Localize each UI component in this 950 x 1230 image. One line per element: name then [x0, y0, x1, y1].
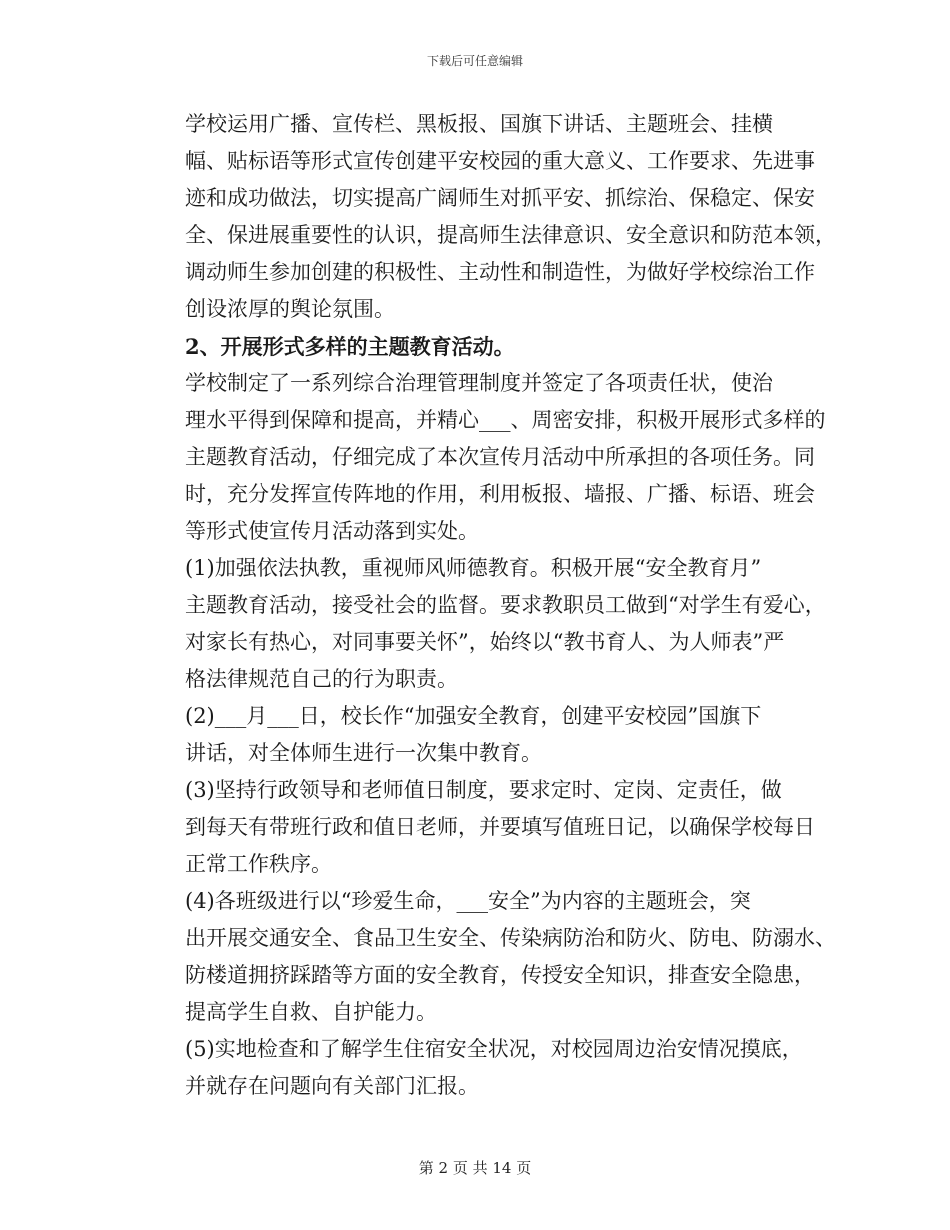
text-line: 学校制定了一系列综合治理管理制度并签定了各项责任状，使治 [185, 371, 773, 395]
heading-text: 2、开展形式多样的主题教育活动。 [185, 334, 515, 359]
text-line: 学校运用广播、宣传栏、黑板报、国旗下讲话、主题班会、挂横 [185, 112, 773, 136]
paragraph-activities [143, 365, 826, 550]
paragraph-publicity [143, 106, 836, 328]
page-header: 下载后可任意编辑 [426, 54, 523, 68]
text-line: 主题教育活动，仔细完成了本次宣传月活动中所承担的各项任务。同 [185, 445, 815, 469]
text-line: 等形式使宣传月活动落到实处。 [185, 519, 479, 543]
text-line: (3)坚持行政领导和老师值日制度，要求定时、定岗、定责任，做 [185, 778, 782, 802]
text-line: 时，充分发挥宣传阵地的作用，利用板报、墙报、广播、标语、班会 [185, 482, 815, 506]
text-line: 正常工作秩序。 [185, 852, 332, 876]
list-item-5 [143, 1031, 811, 1105]
text-line: 到每天有带班行政和值日老师，并要填写值班日记，以确保学校每日 [185, 815, 815, 839]
list-item-2 [143, 698, 811, 772]
text-line: 幅、贴标语等形式宣传创建平安校园的重大意义、工作要求、先进事 [185, 149, 815, 173]
text-line: 调动师生参加创建的积极性、主动性和制造性，为做好学校综治工作 [185, 260, 815, 284]
text-line: 理水平得到保障和提高，并精心___、周密安排，积极开展形式多样的 [185, 408, 826, 432]
text-line: (5)实地检查和了解学生住宿安全状况，对校园周边治安情况摸底， [185, 1037, 803, 1061]
text-line: 防楼道拥挤踩踏等方面的安全教育，传授安全知识，排查安全隐患， [185, 963, 815, 987]
text-line: 并就存在问题向有关部门汇报。 [185, 1074, 479, 1098]
text-line: (1)加强依法执教，重视师风师德教育。积极开展“安全教育月” [185, 556, 762, 580]
text-line: 创设浓厚的舆论氛围。 [185, 297, 395, 321]
text-line: 全、保进展重要性的认识，提高师生法律意识、安全意识和防范本领， [185, 223, 836, 247]
text-line: 迹和成功做法，切实提高广阔师生对抓平安、抓综治、保稳定、保安 [185, 186, 815, 210]
page-number: 第 2 页 共 14 页 [418, 1159, 532, 1177]
text-line: 讲话，对全体师生进行一次集中教育。 [185, 741, 542, 765]
text-line: (2)___月___日，校长作“加强安全教育，创建平安校园”国旗下 [185, 704, 762, 728]
text-line: 格法律规范自己的行为职责。 [185, 667, 458, 691]
section-heading [143, 328, 811, 365]
text-line: 提高学生自救、自护能力。 [185, 1000, 437, 1024]
document-body [143, 106, 836, 1105]
text-line: (4)各班级进行以“珍爱生命，___安全”为内容的主题班会，突 [185, 889, 751, 913]
text-line: 对家长有热心，对同事要关怀”，始终以“教书育人、为人师表”严 [185, 630, 785, 654]
text-line: 主题教育活动，接受社会的监督。要求教职员工做到“对学生有爱心， [185, 593, 826, 617]
list-item-4 [143, 883, 836, 1031]
list-item-3 [143, 772, 815, 883]
text-line: 出开展交通安全、食品卫生安全、传染病防治和防火、防电、防溺水、 [185, 926, 836, 950]
list-item-1 [143, 550, 826, 698]
